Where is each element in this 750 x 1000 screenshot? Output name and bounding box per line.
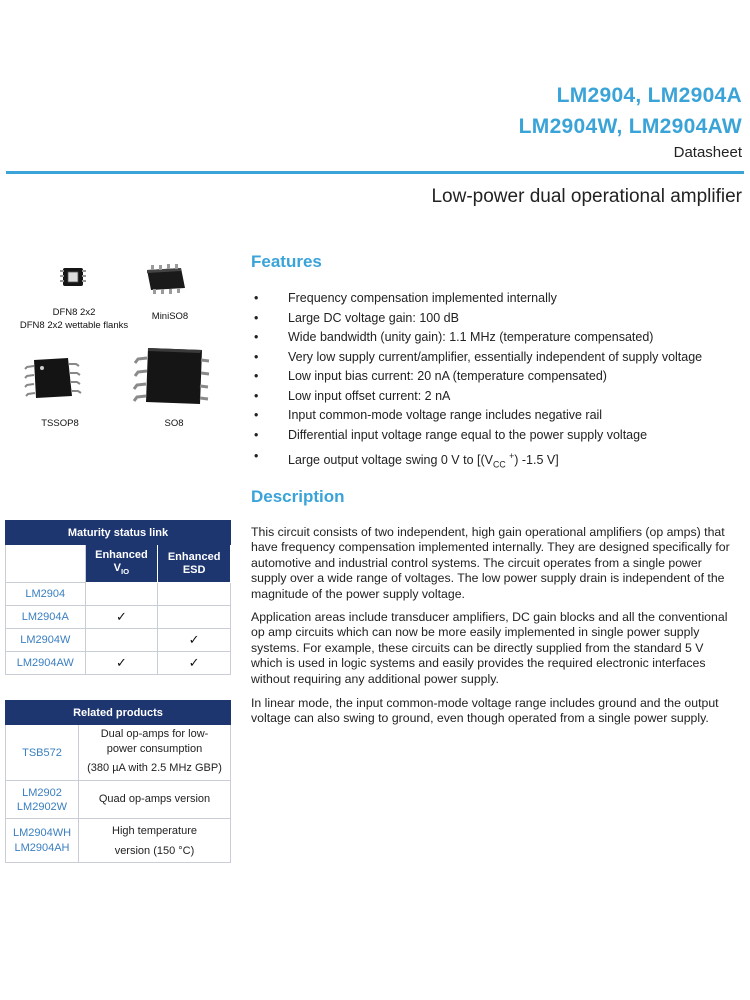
check-cell (158, 583, 231, 606)
part-link[interactable]: LM2902 LM2902W (6, 781, 79, 819)
package-label-dfn8: DFN8 2x2 (52, 307, 96, 318)
features-list (252, 290, 742, 468)
package-miniso8-image (141, 262, 189, 296)
table-row (6, 629, 231, 652)
package-tssop8-image (22, 356, 82, 400)
header-rule (6, 171, 744, 174)
doc-title-line-1: LM2904, LM2904A (556, 84, 742, 107)
doc-title-line-2: LM2904W, LM2904AW (518, 115, 742, 138)
part-link[interactable]: LM2904 (6, 583, 86, 606)
description-paragraph-3: In linear mode, the input common-mode voltage range includes ground and the output voltage can also swing to ground, even though operated from a single power supply. (251, 696, 719, 726)
related-products-title: Related products (6, 701, 231, 725)
package-dfn8-image (58, 266, 88, 288)
related-products-table (5, 700, 231, 863)
feature-item: • Large DC voltage gain: 100 dB (254, 310, 459, 325)
package-label-tssop8: TSSOP8 (41, 418, 79, 429)
description-paragraph-2: Application areas include transducer amplifiers, DC gain blocks and all the conventional op amp circuits which can now be more easily implemented in single power supply systems. For example, these circuits can be directly supplied from the standard 5 V which is used in logic systems and easily provides the required electronic interfaces without requiring any additional power supply. (251, 610, 728, 686)
package-label-so8: SO8 (164, 418, 184, 429)
feature-item: • Input common-mode voltage range includes negative rail (254, 408, 603, 422)
check-cell: ✓ (158, 652, 231, 675)
feature-item: • Differential input voltage range equal to the power supply voltage (254, 427, 648, 442)
description-paragraph-1: This circuit consists of two independent, high gain operational amplifiers (op amps) that have frequency compensation implemented internally. They are designed specifically for automotive and industrial control systems. The circuit operates from a single power supply over a wide range of voltages. The low power supply drain is independent of the magnitude of the power supply voltage. (251, 525, 730, 601)
feature-item: • Frequency compensation implemented internally (254, 291, 557, 305)
package-so8-image (130, 346, 214, 408)
related-desc: Dual op-amps for low- power consumption (380 µA with 2.5 MHz GBP) (79, 725, 231, 781)
feature-item: • Low input offset current: 2 nA (254, 388, 451, 403)
check-cell (85, 583, 158, 606)
check-cell: ✓ (85, 652, 158, 675)
table-row (6, 652, 231, 675)
package-label-dfn8-wettable: DFN8 2x2 wettable flanks (19, 320, 129, 331)
table-row (6, 606, 231, 629)
check-cell (158, 606, 231, 629)
doc-type-label: Datasheet (673, 144, 742, 161)
package-label-miniso8: MiniSO8 (151, 311, 189, 322)
col-enhanced-vio: Enhanced $V_{IO}$ (85, 545, 158, 583)
maturity-table-title[interactable]: Maturity status link (6, 521, 231, 545)
part-link[interactable]: LM2904A (6, 606, 86, 629)
feature-item: • Low input bias current: 20 nA (temperature compensated) (254, 369, 607, 383)
related-desc: Quad op-amps version (79, 781, 231, 819)
part-link[interactable]: LM2904W (6, 629, 86, 652)
check-cell: ✓ (85, 606, 158, 629)
table-row (6, 781, 231, 819)
table-row (6, 819, 231, 863)
description-heading: Description (251, 487, 345, 506)
table-row (6, 583, 231, 606)
feature-item-output-swing: • Large output voltage swing 0 V to [($V_{CC}$ +) -1.5 V] (254, 449, 559, 470)
check-cell (85, 629, 158, 652)
feature-item: • Wide bandwidth (unity gain): 1.1 MHz (temperature compensated) (254, 330, 654, 344)
part-link[interactable]: LM2904AW (6, 652, 86, 675)
features-heading: Features (251, 252, 322, 271)
maturity-status-table (5, 520, 231, 675)
feature-item: • Very low supply current/amplifier, essentially independent of supply voltage (254, 349, 703, 364)
part-link[interactable]: TSB572 (6, 725, 79, 781)
related-desc: High temperature version (150 °C) (79, 819, 231, 863)
part-link[interactable]: LM2904WH LM2904AH (6, 819, 79, 863)
table-row (6, 725, 231, 781)
check-cell: ✓ (158, 629, 231, 652)
doc-subtitle: Low-power dual operational amplifier (431, 186, 742, 207)
col-enhanced-esd: Enhanced ESD (158, 545, 231, 583)
